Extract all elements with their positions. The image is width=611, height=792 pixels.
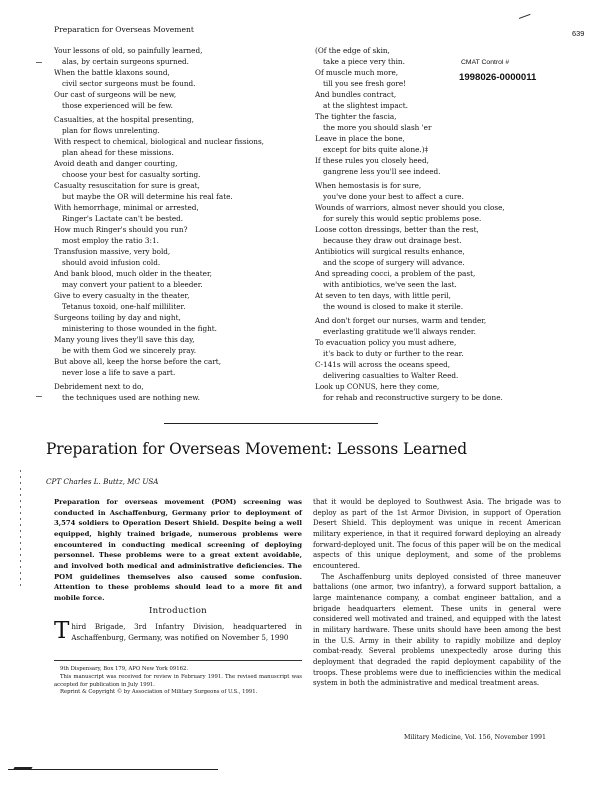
check-mark-icon xyxy=(518,10,531,19)
poem-line: Transfusion massive, very bold, xyxy=(54,247,171,256)
poem-line: Antibiotics will surgical results enhance, xyxy=(315,247,465,256)
article-title: Preparation for Overseas Movement: Lessons Learned xyxy=(46,440,468,458)
poem-line: be with them God we sincerely pray. xyxy=(62,346,197,355)
poem-line: When the battle klaxons sound, xyxy=(54,68,170,77)
cmat-control-label: CMAT Control # xyxy=(461,59,510,66)
poem-line: it's back to duty or further to the rear. xyxy=(323,349,464,358)
poem-line: because they draw out drainage best. xyxy=(323,236,462,245)
poem-line: C-141s will across the oceans speed, xyxy=(315,360,451,369)
poem-line: Our cast of surgeons will be new, xyxy=(54,90,177,99)
poem-line: Surgeons toiling by day and night, xyxy=(54,313,181,322)
poem-line: At seven to ten days, with little peril, xyxy=(315,291,451,300)
poem-line: But above all, keep the horse before the cart, xyxy=(54,357,222,366)
poem-line: Leave in place the bone, xyxy=(315,134,405,143)
cmat-control-number: 1998026-0000011 xyxy=(459,72,537,83)
poem-line: To evacuation policy you must adhere, xyxy=(315,338,457,347)
footnote-affiliation: 9th Dispensary, Box 179, APO New York 09162. xyxy=(60,666,189,672)
poem-line: How much Ringer's should you run? xyxy=(54,225,188,234)
poem-line: Your lessons of old, so painfully learned, xyxy=(54,46,203,55)
poem-line: for surely this would septic problems pose. xyxy=(323,214,482,223)
poem-line: plan for flows unrelenting. xyxy=(62,126,160,135)
poem-line: Tetanus toxoid, one-half milliliter. xyxy=(62,302,186,311)
poem-line: and the scope of surgery will advance. xyxy=(323,258,465,267)
poem-line: for rehab and reconstructive surgery to be done. xyxy=(323,393,503,402)
poem-line: And bundles contract, xyxy=(315,90,397,99)
poem-line: Ringer's Lactate can't be bested. xyxy=(62,214,184,223)
introduction-paragraph xyxy=(54,618,302,644)
poem-line: Casualties, at the hospital presenting, xyxy=(54,115,194,124)
poem-line: the more you should slash 'er xyxy=(323,123,432,132)
poem-stanza xyxy=(315,45,515,177)
scan-bottom-mark xyxy=(8,769,218,770)
poem-line: delivering casualties to Walter Reed. xyxy=(323,371,459,380)
poem-stanza xyxy=(315,180,515,312)
poem-line: the wound is closed to make it sterile. xyxy=(323,302,464,311)
scan-margin-mark xyxy=(20,470,21,590)
footnote-manuscript-dates: This manuscript was received for review in February 1991. The revised manuscript was accepted for publication in July 1991. xyxy=(54,673,302,688)
poem-line: Casualty resuscitation for sure is great, xyxy=(54,181,200,190)
article-body-right-column xyxy=(313,497,561,689)
section-divider xyxy=(164,423,378,424)
poem-line: Of muscle much more, xyxy=(315,68,399,77)
poem-line: choose your best for casualty sorting. xyxy=(62,170,201,179)
poem-line: at the slightest impact. xyxy=(323,101,408,110)
poem-line: gangrene less you'll see indeed. xyxy=(323,167,441,176)
poem-line: ministering to those wounded in the fight. xyxy=(62,324,217,333)
poem-left-column xyxy=(54,45,304,406)
poem-line: Wounds of warriors, almost never should you close, xyxy=(315,203,505,212)
scan-margin-tick xyxy=(36,396,42,397)
poem-line: except for bits quite alone.)‡ xyxy=(323,145,429,154)
body-paragraph: The Aschaffenburg units deployed consisted of three maneuver battalions (one armor, two infantry), a forward support battalion, a large maintenance company, a combat engineer battalion, and a brigade headquarters element. These units in general were considered well motivated and trained, and equipped with the latest in military hardware. These units should have been among the best in the U.S. Army in their ability to rapidly mobilize and deploy combat-ready. Several problems unexpectedly arose during this deployment that degraded the rapid deployment capability of the troops. These problems were due to inefficiencies within the medical system in both the administrative and medical treatment areas. xyxy=(313,572,561,688)
abstract: Preparation for overseas movement (POM) screening was conducted in Aschaffenburg, Germany prior to deployment of 3,574 soldiers to Operation Desert Shield. Despite being a well equipped, highly trained brigade, numerous problems were encountered in conducting medical screening of deploying personnel. These problems were to a great extent avoidable, and involved both medical and administrative deficiencies. The POM guidelines themselves also caused some confusion. Attention to these problems should lead to a more fit and mobile force. xyxy=(54,498,302,602)
poem-line: those experienced will be few. xyxy=(62,101,173,110)
page-number: 639 xyxy=(572,29,585,38)
author-byline: CPT Charles L. Buttz, MC USA xyxy=(46,477,159,486)
poem-line: Give to every casualty in the theater, xyxy=(54,291,190,300)
poem-line: Avoid death and danger courting, xyxy=(54,159,178,168)
section-heading-introduction: Introduction xyxy=(148,606,208,616)
poem-line: (Of the edge of skin, xyxy=(315,46,390,55)
poem-line: When hemostasis is for sure, xyxy=(315,181,422,190)
poem-line: but maybe the OR will determine his real fate. xyxy=(62,192,233,201)
poem-line: With respect to chemical, biological and nuclear fissions, xyxy=(54,137,264,146)
poem-stanza xyxy=(54,114,304,378)
footnotes xyxy=(54,666,302,697)
poem-line: with antibiotics, we've seen the last. xyxy=(323,280,457,289)
poem-line: And spreading cocci, a problem of the past, xyxy=(315,269,476,278)
poem-line: take a piece very thin. xyxy=(323,57,405,66)
poem-stanza xyxy=(54,45,304,111)
introduction-text: hird Brigade, 3rd Infantry Division, headquartered in Aschaffenburg, Germany, was notified on November 5, 1990 xyxy=(71,622,302,642)
poem-right-column xyxy=(315,45,515,406)
poem-line: alas, by certain surgeons spurned. xyxy=(62,57,189,66)
scan-margin-tick xyxy=(36,62,42,63)
poem-line: Many young lives they'll save this day, xyxy=(54,335,195,344)
poem-line: everlasting gratitude we'll always render. xyxy=(323,327,476,336)
poem-line: Debridement next to do, xyxy=(54,382,144,391)
poem-line: With hemorrhage, minimal or arrested, xyxy=(54,203,199,212)
drop-cap: T xyxy=(54,618,70,644)
journal-citation-footer: Military Medicine, Vol. 156, November 1991 xyxy=(404,734,547,741)
poem-line: till you see fresh gore! xyxy=(323,79,407,88)
poem-line: may convert your patient to a bleeder. xyxy=(62,280,203,289)
poem-line: civil sector surgeons must be found. xyxy=(62,79,196,88)
poem-line: The tighter the fascia, xyxy=(315,112,397,121)
poem-line: you've done your best to affect a cure. xyxy=(323,192,464,201)
poem-line: Look up CONUS, here they come, xyxy=(315,382,440,391)
poem-stanza xyxy=(315,315,515,403)
poem-line: And don't forget our nurses, warm and tender, xyxy=(315,316,487,325)
poem-line: most employ the ratio 3:1. xyxy=(62,236,159,245)
body-paragraph: that it would be deployed to Southwest Asia. The brigade was to deploy as part of the 1st Armor Division, in support of Operation Desert Shield. This deployment was unique in recent American military experience, in that it required forward deploying an already forward-deployed unit. The focus of this paper will be on the medical aspects of this unique deployment, and some of the problems encountered. xyxy=(313,498,561,570)
poem-stanza xyxy=(54,381,304,403)
poem-line: If these rules you closely heed, xyxy=(315,156,429,165)
poem-line: Loose cotton dressings, better than the rest, xyxy=(315,225,479,234)
poem-line: never lose a life to save a part. xyxy=(62,368,176,377)
poem-line: plan ahead for these missions. xyxy=(62,148,174,157)
footnote-divider xyxy=(54,660,302,661)
footnote-copyright: Reprint & Copyright © by Association of Military Surgeons of U.S., 1991. xyxy=(60,689,258,696)
poem-line: the techniques used are nothing new. xyxy=(62,393,200,402)
running-head: Preparaticn for Overseas Movement xyxy=(54,25,194,34)
poem-line: And bank blood, much older in the theater, xyxy=(54,269,212,278)
poem-line: should avoid infusion cold. xyxy=(62,258,161,267)
